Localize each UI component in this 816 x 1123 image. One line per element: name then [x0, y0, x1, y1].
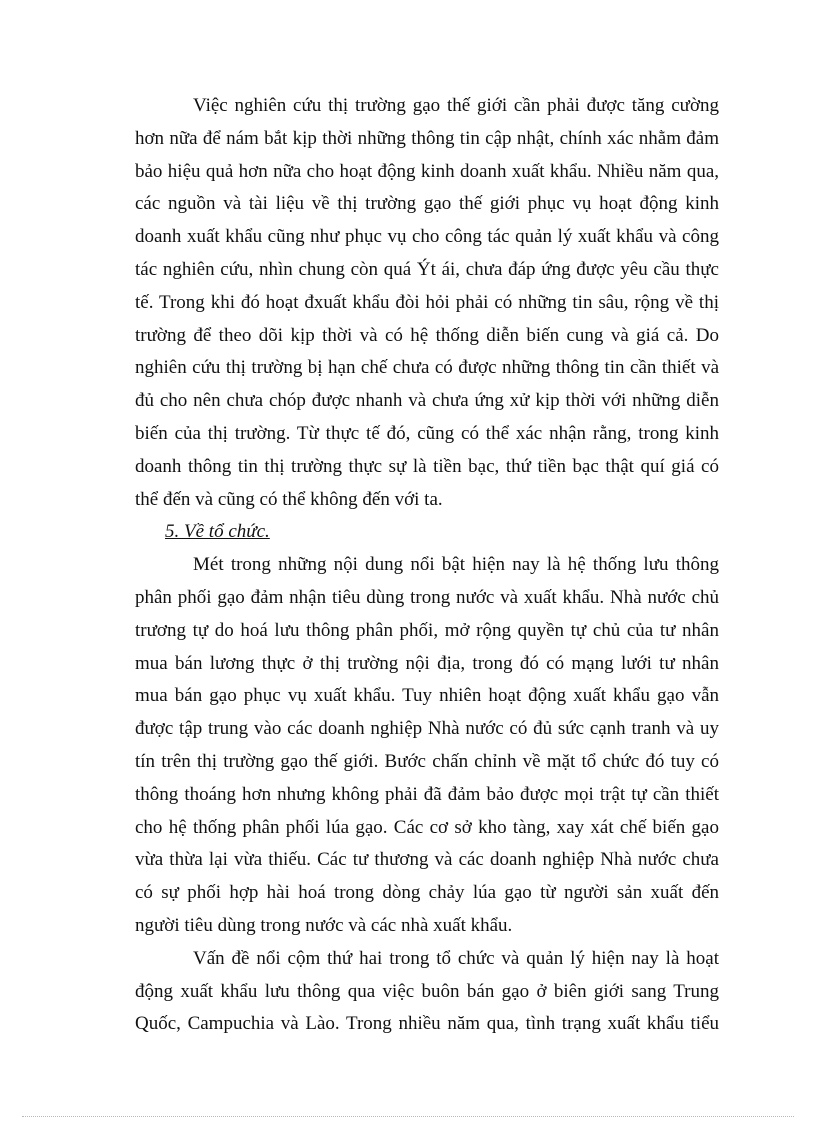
- paragraph-border-trade: [135, 943, 719, 1041]
- text-line: trương tự do hoá lưu thông phân phối, mở rộng quyền tự chủ của tư nhân: [135, 619, 719, 641]
- text-line: được tập trung vào các doanh nghiệp Nhà nước có đủ sức cạnh tranh và uy: [135, 718, 719, 740]
- document-page: [135, 90, 719, 1041]
- page-bottom-divider: [22, 1116, 794, 1117]
- paragraph-distribution: [135, 549, 719, 943]
- section-heading: 5. Về tổ chức.: [165, 521, 270, 543]
- text-line: thông thoáng hơn nhưng không phải đã đảm bảo được mọi trật tự cần thiết: [135, 783, 719, 805]
- text-line: vừa thừa lại vừa thiếu. Các tư thương và các doanh nghiệp Nhà nước chưa: [135, 849, 719, 871]
- text-line: tác nghiên cứu, nhìn chung còn quá Ýt ái, chưa đáp ứng được yêu cầu thực: [135, 258, 719, 280]
- text-line: Mét trong những nội dung nổi bật hiện nay là hệ thống lưu thông: [193, 554, 719, 576]
- text-line: biến của thị trường. Từ thực tế đó, cũng có thể xác nhận rằng, trong kinh: [135, 422, 719, 444]
- text-line: thể đến và cũng có thể không đến với ta.: [135, 488, 443, 510]
- text-line: doanh thông tin thị trường thực sự là tiền bạc, thứ tiền bạc thật quí giá có: [135, 455, 719, 477]
- text-line: Vấn đề nổi cộm thứ hai trong tổ chức và quản lý hiện nay là hoạt: [193, 947, 719, 969]
- text-line: nghiên cứu thị trường bị hạn chế chưa có được những thông tin cần thiết và: [135, 357, 719, 379]
- text-line: trường để theo dõi kịp thời và có hệ thống diễn biến cung và giá cả. Do: [135, 324, 719, 346]
- text-line: Quốc, Campuchia và Lào. Trong nhiều năm qua, tình trạng xuất khẩu tiểu: [135, 1013, 719, 1035]
- text-line: bảo hiệu quả hơn nữa cho hoạt động kinh doanh xuất khẩu. Nhiều năm qua,: [135, 160, 719, 182]
- text-line: cho hệ thống phân phối lúa gạo. Các cơ sở kho tàng, xay xát chế biến gạo: [135, 816, 719, 838]
- text-line: mua bán gạo phục vụ xuất khẩu. Tuy nhiên hoạt động xuất khẩu gạo vẫn: [135, 685, 719, 707]
- text-line: động xuất khẩu lưu thông qua việc buôn bán gạo ở biên giới sang Trung: [135, 980, 719, 1002]
- text-line: có sự phối hợp hài hoá trong dòng chảy lúa gạo từ người sản xuất đến: [135, 882, 719, 904]
- text-line: mua bán lương thực ở thị trường nội địa, trong đó có mạng lưới tư nhân: [135, 652, 719, 674]
- text-line: phân phối gạo đảm nhận tiêu dùng trong nước và xuất khẩu. Nhà nước chủ: [135, 586, 719, 608]
- text-line: Việc nghiên cứu thị trường gạo thế giới cần phải được tăng cường: [193, 95, 719, 116]
- text-line: tín trên thị trường gạo thế giới. Bước chấn chỉnh về mặt tổ chức đó tuy có: [135, 750, 719, 772]
- text-line: tế. Trong khi đó hoạt đxuất khẩu đòi hỏi phải có những tin sâu, rộng về thị: [135, 291, 719, 313]
- text-line: người tiêu dùng trong nước và các nhà xuất khẩu.: [135, 914, 513, 936]
- text-line: doanh xuất khẩu cũng như phục vụ cho công tác quản lý xuất khẩu và công: [135, 226, 719, 248]
- text-line: các nguồn và tài liệu về thị trường gạo thế giới phục vụ hoạt động kinh: [135, 193, 719, 215]
- paragraph-market-research: [135, 90, 719, 516]
- text-line: đủ cho nên chưa chóp được nhanh và chưa ứng xử kịp thời với những diễn: [135, 390, 719, 412]
- text-line: hơn nữa để nám bắt kịp thời những thông tin cập nhật, chính xác nhằm đảm: [135, 127, 719, 149]
